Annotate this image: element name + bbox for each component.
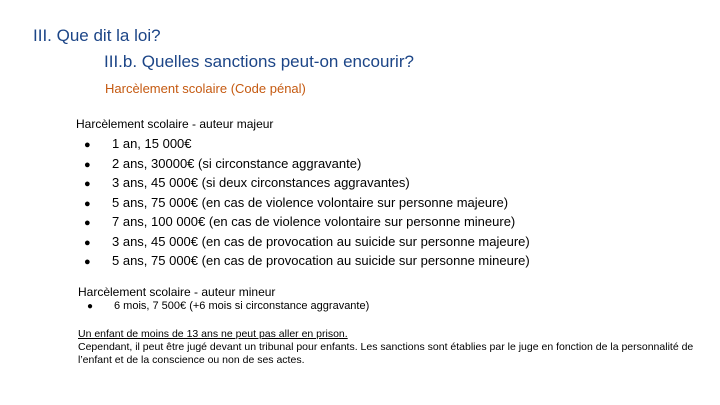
major-author-title: Harcèlement scolaire - auteur majeur [76,117,274,131]
bullet-icon: ● [84,158,91,171]
minor-author-title: Harcèlement scolaire - auteur mineur [78,285,276,299]
page-title: III. Que dit la loi? [33,26,161,45]
note-line: Cependant, il peut être jugé devant un tribunal pour enfants. Les sanctions sont établies par le juge en fonction de la personnalité de l’enfant et de la conscience ou non de ses actes. [78,341,694,366]
bullet-icon: ● [84,197,91,210]
sanction-text: 2 ans, 30000€ (si circonstance aggravante) [112,155,362,171]
bullet-icon: ● [84,178,91,190]
bullet-icon: ● [84,256,91,268]
minor-sanctions-list [87,299,369,314]
bullet-icon: ● [84,236,91,249]
sanction-text: 3 ans, 45 000€ (si deux circonstances aggravantes) [112,175,410,190]
list-item [84,212,530,232]
sanction-text: 5 ans, 75 000€ (en cas de violence volontaire sur personne majeure) [112,194,509,210]
sanction-text: 5 ans, 75 000€ (en cas de provocation au suicide sur personne mineure) [112,253,530,268]
section-subtitle: III.b. Quelles sanctions peut-on encourir? [104,52,414,71]
list-item [84,173,530,193]
bullet-icon: ● [84,139,91,151]
note-paragraph [78,328,698,367]
topic-label: Harcèlement scolaire (Code pénal) [105,81,306,96]
bullet-icon: ● [87,301,94,312]
major-sanctions-list [84,134,530,271]
list-item [84,232,530,252]
sanction-text: 3 ans, 45 000€ (en cas de provocation au suicide sur personne majeure) [112,233,530,249]
list-item [87,299,369,314]
sanction-text: 1 an, 15 000€ [112,136,192,151]
note-line-underlined: Un enfant de moins de 13 ans ne peut pas aller en prison. [78,328,348,340]
list-item [84,193,530,213]
list-item [84,154,530,174]
sanction-text: 7 ans, 100 000€ (en cas de violence volontaire sur personne mineure) [112,214,516,229]
list-item [84,134,530,154]
sanction-text: 6 mois, 7 500€ (+6 mois si circonstance aggravante) [114,300,370,312]
list-item [84,251,530,271]
bullet-icon: ● [84,217,91,229]
